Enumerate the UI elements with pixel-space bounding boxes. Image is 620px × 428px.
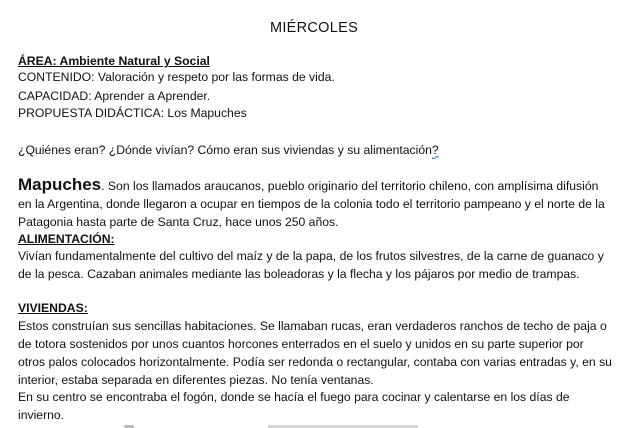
capacidad-line: CAPACIDAD: Aprender a Aprender.	[18, 89, 211, 103]
alimentacion-heading: ALIMENTACIÓN:	[18, 232, 115, 246]
contenido-line: CONTENIDO: Valoración y respeto por las formas de vida.	[18, 70, 335, 84]
area-heading: ÁREA: Ambiente Natural y Social	[18, 54, 210, 68]
intro-body: . Son los llamados araucanos, pueblo originario del territorio chileno, con amplísima difusión en la Argentina, donde llegaron a ocupar en tiempos de la colonia todo el territorio pampeano y el norte de la Patagonia hasta parte de Santa Cruz, hace unos 250 años.	[18, 179, 605, 229]
intro-paragraph	[18, 176, 614, 231]
viviendas-heading: VIVIENDAS:	[18, 301, 88, 315]
alimentacion-paragraph: Vivían fundamentalmente del cultivo del maíz y de la papa, de los frutos silvestres, de la carne de guanaco y de la pesca. Cazaban animales mediante las boleadoras y la flecha y los pájaros por medio de trampas.	[18, 249, 604, 281]
questions-mark: ?	[431, 143, 439, 157]
viviendas-paragraph: Estos construían sus sencillas habitaciones. Se llamaban rucas, eran verdaderos ranchos de techo de paja o de totora sostenidos por unos cuantos horcones enterrados en el suelo y unidos en su parte superior por otros palos colocados horizontalmente. Podía ser redonda o rectangular, contaba con varias entradas y, en su interior, estaba separada en diferentes piezas. No tenía ventanas.	[18, 319, 612, 387]
viviendas-heading-wrap	[18, 300, 614, 316]
page-title: MIÉRCOLES	[269, 20, 359, 36]
questions-line	[18, 143, 439, 158]
alimentacion-heading-wrap	[18, 231, 614, 247]
viviendas-paragraph-2: En su centro se encontraba el fogón, donde se hacía el fuego para cocinar y calentarse en los días de invierno.	[18, 390, 570, 422]
questions-text: ¿Quiénes eran? ¿Dónde vivían? Cómo eran sus viviendas y su alimentación	[18, 143, 432, 157]
page-bottom-edge	[0, 424, 620, 428]
propuesta-line: PROPUESTA DIDÁCTICA: Los Mapuches	[18, 106, 247, 120]
mapuches-heading: Mapuches	[18, 175, 102, 194]
